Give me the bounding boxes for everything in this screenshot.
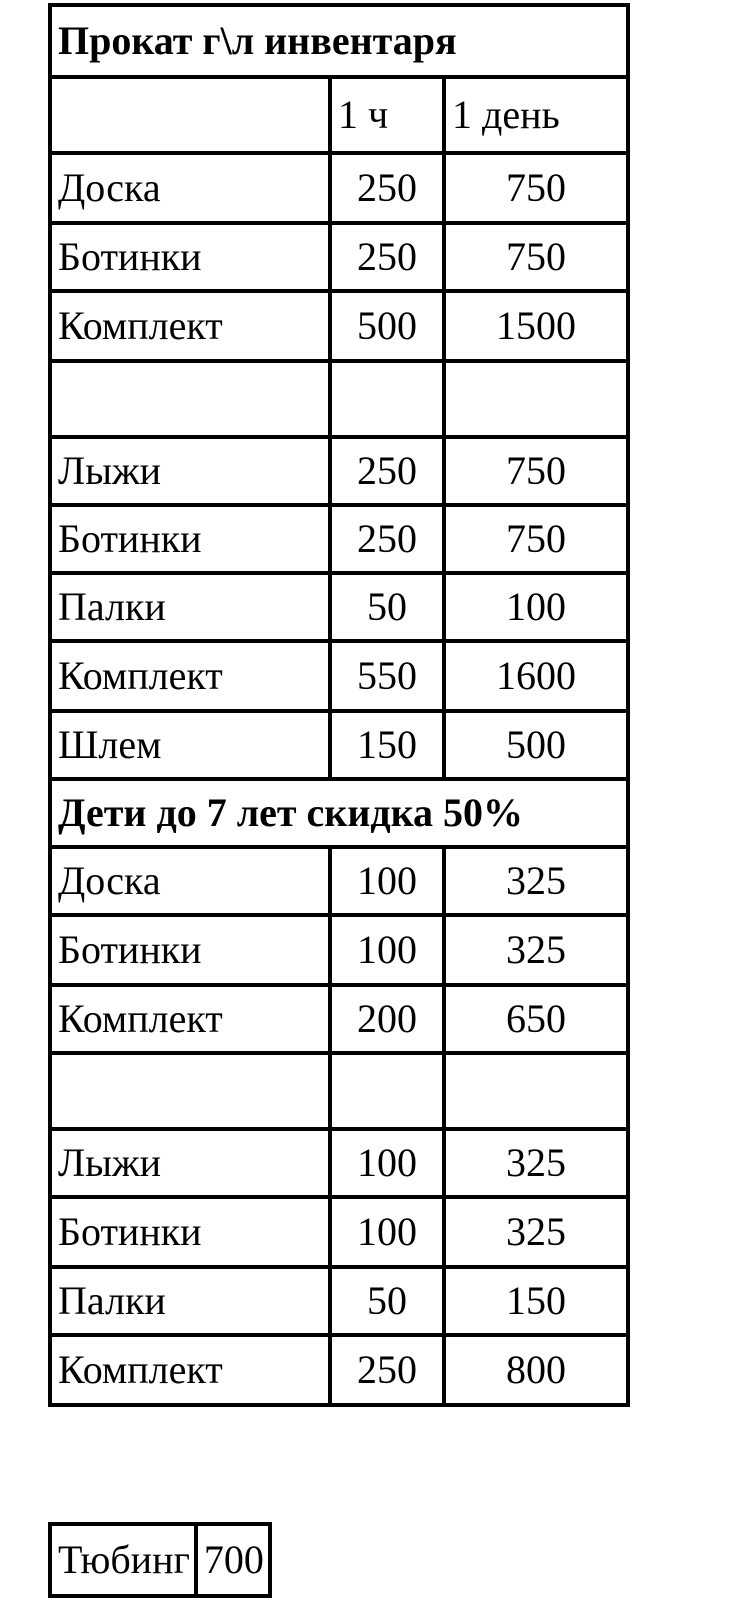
- price-day: [444, 361, 628, 437]
- price-hour: 250: [330, 1335, 444, 1405]
- price-hour: 150: [330, 711, 444, 779]
- price-hour: 250: [330, 437, 444, 505]
- table-row-empty: [50, 1053, 628, 1129]
- header-cell-hour: 1 ч: [330, 77, 444, 153]
- table-row: [50, 1129, 628, 1197]
- table-row: [50, 985, 628, 1053]
- table-row: [50, 153, 628, 223]
- rental-price-table: [48, 3, 630, 1407]
- table-row: [50, 641, 628, 711]
- item-name: Комплект: [50, 641, 330, 711]
- price-hour: 50: [330, 1267, 444, 1335]
- price-day: 800: [444, 1335, 628, 1405]
- item-name: Палки: [50, 573, 330, 641]
- item-name: Шлем: [50, 711, 330, 779]
- price-hour: 250: [330, 223, 444, 291]
- price-hour: 100: [330, 1197, 444, 1267]
- price-hour: 500: [330, 291, 444, 361]
- price-hour: [330, 361, 444, 437]
- table-row: [50, 291, 628, 361]
- header-row: [50, 77, 628, 153]
- table-row: [50, 1197, 628, 1267]
- tubing-label: Тюбинг: [50, 1524, 196, 1596]
- table-title: Прокат г\л инвентаря: [50, 5, 628, 77]
- item-name: Комплект: [50, 291, 330, 361]
- item-name: Комплект: [50, 1335, 330, 1405]
- price-day: 500: [444, 711, 628, 779]
- table-title-row: [50, 5, 628, 77]
- kids-discount-note: Дети до 7 лет скидка 50%: [50, 779, 628, 847]
- price-hour: 250: [330, 153, 444, 223]
- table-row: [50, 437, 628, 505]
- price-day: 750: [444, 223, 628, 291]
- header-cell-day: 1 день: [444, 77, 628, 153]
- price-day: 1600: [444, 641, 628, 711]
- price-hour: 550: [330, 641, 444, 711]
- kids-discount-row: [50, 779, 628, 847]
- item-name: Доска: [50, 153, 330, 223]
- price-day: 650: [444, 985, 628, 1053]
- price-day: 325: [444, 1197, 628, 1267]
- table-row: [50, 847, 628, 915]
- price-hour: 100: [330, 1129, 444, 1197]
- table-row: [50, 573, 628, 641]
- price-hour: 250: [330, 505, 444, 573]
- price-day: 325: [444, 847, 628, 915]
- price-day: 1500: [444, 291, 628, 361]
- table-row: [50, 1335, 628, 1405]
- price-day: 750: [444, 153, 628, 223]
- price-day: 750: [444, 505, 628, 573]
- price-hour: 50: [330, 573, 444, 641]
- table-row: [50, 505, 628, 573]
- item-name: Лыжи: [50, 1129, 330, 1197]
- price-day: 100: [444, 573, 628, 641]
- price-day: 325: [444, 915, 628, 985]
- item-name: Ботинки: [50, 223, 330, 291]
- item-name: Ботинки: [50, 915, 330, 985]
- item-name: Ботинки: [50, 1197, 330, 1267]
- tubing-price: 700: [196, 1524, 270, 1596]
- item-name: [50, 361, 330, 437]
- item-name: Палки: [50, 1267, 330, 1335]
- price-hour: 200: [330, 985, 444, 1053]
- table-row: [50, 1524, 270, 1596]
- price-day: [444, 1053, 628, 1129]
- item-name: Ботинки: [50, 505, 330, 573]
- table-row: [50, 711, 628, 779]
- price-day: 325: [444, 1129, 628, 1197]
- table-row: [50, 223, 628, 291]
- item-name: Комплект: [50, 985, 330, 1053]
- price-hour: [330, 1053, 444, 1129]
- price-day: 150: [444, 1267, 628, 1335]
- table-row-empty: [50, 361, 628, 437]
- table-row: [50, 915, 628, 985]
- item-name: Доска: [50, 847, 330, 915]
- price-hour: 100: [330, 915, 444, 985]
- price-day: 750: [444, 437, 628, 505]
- price-hour: 100: [330, 847, 444, 915]
- item-name: Лыжи: [50, 437, 330, 505]
- table-row: [50, 1267, 628, 1335]
- header-cell-item: [50, 77, 330, 153]
- item-name: [50, 1053, 330, 1129]
- tubing-price-table: [48, 1522, 272, 1598]
